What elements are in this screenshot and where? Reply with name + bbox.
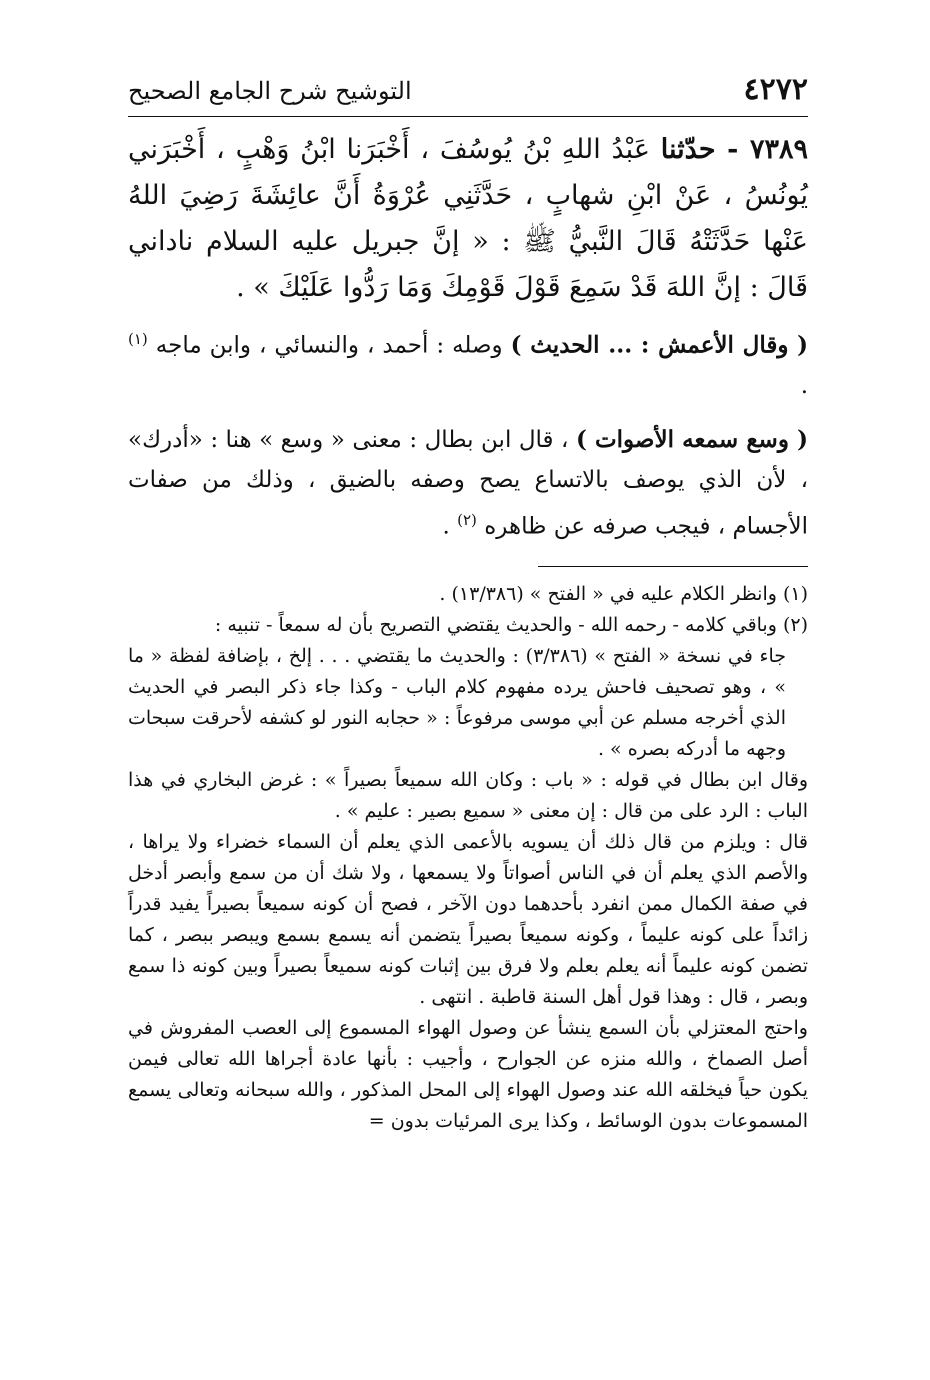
commentary: [128, 319, 808, 546]
footnote-2: (٢) وباقي كلامه - رحمه الله - والحديث يقتضي التصريح بأن له سمعاً - تنبيه :: [214, 614, 808, 637]
commentary-text: وصله : أحمد ، والنسائي ، وابن ماجه: [147, 332, 511, 359]
footnote-reference: (١): [128, 330, 148, 348]
hadith-text: [128, 127, 808, 311]
commentary-tail: .: [442, 513, 458, 540]
commentary-tail: .: [800, 372, 808, 399]
running-title: التوشيح شرح الجامع الصحيح: [128, 77, 412, 105]
book-page: [128, 72, 808, 1137]
footnotes: [128, 579, 808, 1137]
hadith-body: عَبْدُ اللهِ بْنُ يُوسُفَ ، أَخْبَرَنا ابْنُ وَهْبٍ ، أَخْبَرَني يُونُسُ ، عَنْ ابْنِ شهابٍ ، حَدَّثَنِي عُرْوَةُ أَنَّ عائِشَةَ رَضِيَ اللهُ عَنْها حَدَّثَتْهُ قَالَ النَّبيُّ ﷺ : « إنَّ جبريل عليه السلام ناداني قَالَ : إنَّ اللهَ قَدْ سَمِعَ قَوْلَ قَوْمِكَ وَمَا رَدُّوا عَلَيْكَ » .: [128, 134, 808, 303]
footnote-paragraph: وقال ابن بطال في قوله : « باب : وكان الله سميعاً بصيراً » : غرض البخاري في هذا الباب : الرد على من قال : إن معنى « سميع بصير : عليم » .: [128, 769, 808, 823]
commentary-lemma: ( وقال الأعمش : ... الحديث ): [510, 331, 809, 359]
page-header: [128, 72, 808, 117]
commentary-text: ، قال ابن بطال : معنى « وسع » هنا : «أدرك» ، لأن الذي يوصف بالاتساع يصح وصفه بالضيق ، وذلك من صفات الأجسام ، فيجب صرفه عن ظاهره: [128, 426, 808, 540]
commentary-paragraph: [128, 319, 808, 406]
footnote-1: (١) وانظر الكلام عليه في « الفتح » (١٣/٣٨٦) .: [439, 583, 808, 606]
footnote-separator: [538, 566, 808, 567]
commentary-lemma: ( وسع سمعه الأصوات ): [575, 425, 808, 453]
page-number: ٤٢٧٢: [743, 72, 808, 107]
footnote-paragraph: واحتج المعتزلي بأن السمع ينشأ عن وصول الهواء المسموع إلى العصب المفروش في أصل الصماخ ، والله منزه عن الجوارح ، وأجيب : بأنها عادة أجراها الله تعالى فيمن يكون حياً فيخلقه الله عند وصول الهواء إلى المحل المذكور ، والله سبحانه وتعالى يسمع المسموعات بدون الوسائط ، وكذا يرى المرئيات بدون =: [128, 1017, 808, 1133]
footnote-paragraph: قال : ويلزم من قال ذلك أن يسويه بالأعمى الذي يعلم أن السماء خضراء ولا يراها ، والأصم الذي يعلم أن في الناس أصواتاً ولا يسمعها ، ولا شك أن من سمع وأبصر أدخل في صفة الكمال ممن انفرد بأحدهما دون الآخر ، فصح أن كونه سميعاً بصيراً يفيد قدراً زائداً على كونه عليماً ، وكونه سميعاً بصيراً يتضمن أنه يسمع بسمع ويبصر ببصر ، كما تضمن كونه عليماً أنه يعلم بعلم ولا فرق بين إثبات كونه سميعاً بصيراً وبين كونه ذا سمع وبصر ، قال : وهذا قول أهل السنة قاطبة . انتهى .: [128, 831, 808, 1009]
commentary-paragraph: [128, 420, 808, 547]
footnote-reference: (٢): [457, 510, 477, 529]
hadith-number: ٧٣٨٩ - حدّثنا: [660, 134, 808, 165]
footnote-2-continuation: جاء في نسخة « الفتح » (٣/٣٨٦) : والحديث ما يقتضي . . . إلخ ، بإضافة لفظة « ما » ، وهو تصحيف فاحش يرده مفهوم كلام الباب - وكذا جاء ذكر البصر في الحديث الذي أخرجه مسلم عن أبي موسى مرفوعاً : « حجابه النور لو كشفه لأحرقت سبحات وجهه ما أدركه بصره » .: [128, 645, 786, 761]
